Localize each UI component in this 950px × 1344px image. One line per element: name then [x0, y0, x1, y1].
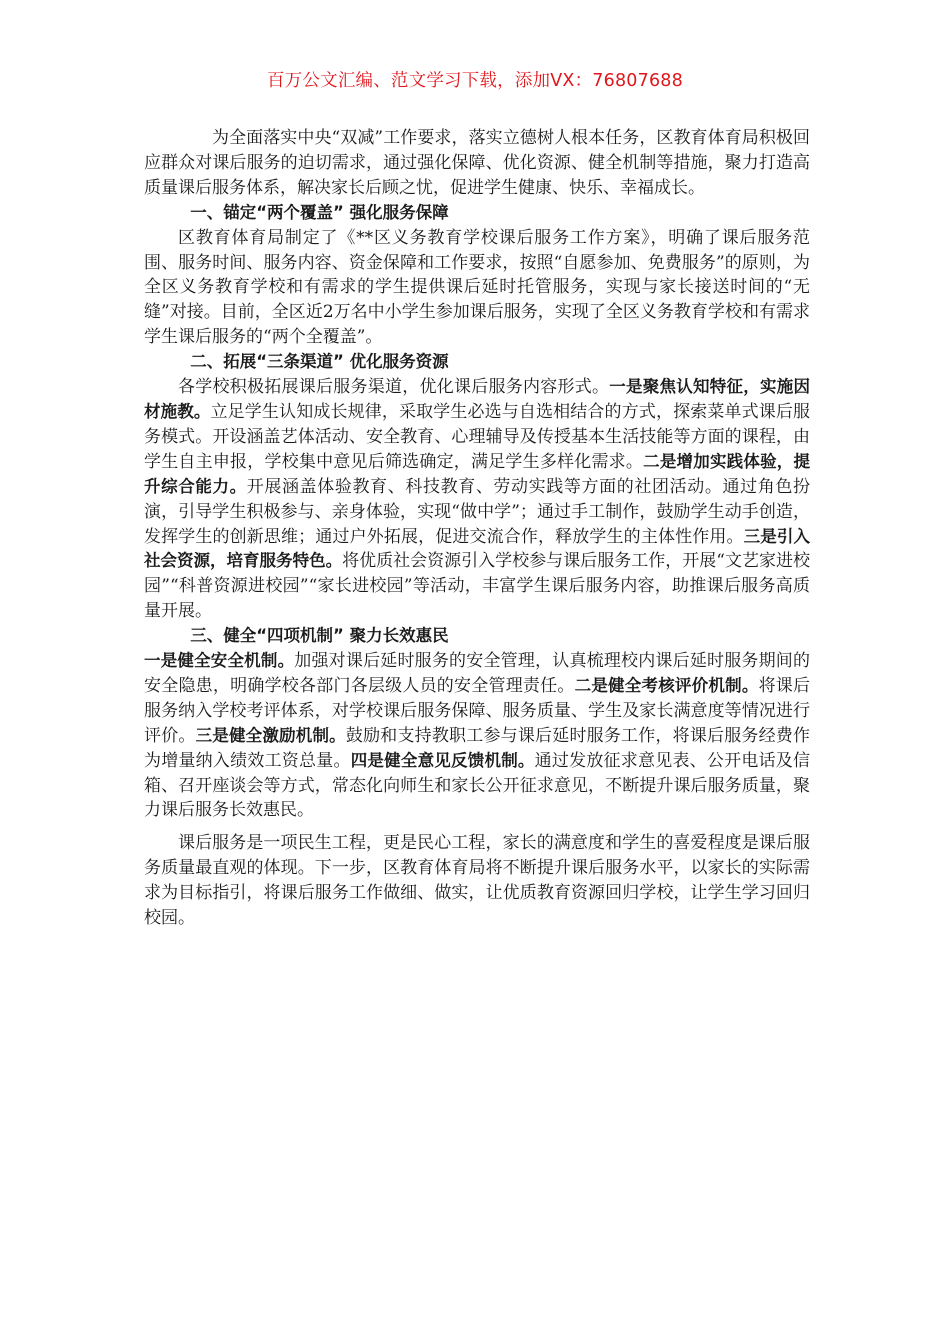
section-heading-1: 一、锚定“两个覆盖” 强化服务保障: [190, 202, 449, 222]
section-heading-2: 二、拓展“三条渠道” 优化服务资源: [190, 352, 449, 372]
header-banner: 百万公文汇编、范文学习下载，添加VX：76807688: [267, 71, 683, 91]
section-2-point-2-title: 二是增加实践体验，提升综合能力。: [144, 451, 811, 496]
section-3-point-4-title: 四是健全意见反馈机制。: [350, 750, 535, 770]
section-1-paragraph: 区教育体育局制定了《**区义务教育学校课后服务工作方案》，明确了课后服务范围、服务时间、服务内容、资金保障和工作要求，按照“自愿参加、免费服务”的原则，为全区义务教育学校和有需求的学生提供课后延时托管服务，实现与家长接送时间的“无缝”对接。目前，全区近2万名中小学生参加课后服务，实现了全区义务教育学校和有需求学生课后服务的“两个全覆盖”。: [144, 227, 810, 348]
intro-paragraph: 为全面落实中央“双减”工作要求，落实立德树人根本任务，区教育体育局积极回应群众对课后服务的迫切需求，通过强化保障、优化资源、健全机制等措施，聚力打造高质量课后服务体系，解决家长后顾之忧，促进学生健康、快乐、幸福成长。: [144, 128, 810, 198]
section-3-point-2-text: 将课后服务纳入学校考评体系，对学校课后服务保障、服务质量、学生及家长满意度等情况进行评价。: [144, 675, 811, 746]
section-3-point-1-title: 一是健全安全机制。: [144, 651, 295, 671]
section-2-paragraph: [144, 375, 810, 624]
section-2-point-1-title: 一是聚焦认知特征，实施因材施教。: [144, 377, 810, 421]
section-3-point-4-text: 通过发放征求意见表、公开电话及信箱、召开座谈会等方式，常态化向师生和家长公开征求意见，不断提升课后服务质量，聚力课后服务长效惠民。: [144, 750, 811, 821]
section-2-point-2-text: 开展涵盖体验教育、科技教育、劳动实践等方面的社团活动。通过角色扮演，引导学生积极参与、亲身体验，实现“做中学”；通过手工制作，鼓励学生动手创造，发挥学生的创新思维；通过户外拓展，促进交流合作，释放学生的主体性作用。: [144, 476, 811, 547]
section-3-point-1-text: 加强对课后延时服务的安全管理，认真梳理校内课后延时服务期间的安全隐患，明确学校各部门各层级人员的安全管理责任。: [144, 651, 811, 696]
section-2-point-3-text: 将优质社会资源引入学校参与课后服务工作，开展“文艺家进校园”“科普资源进校园”“家长进校园”等活动，丰富学生课后服务内容，助推课后服务高质量开展。: [144, 551, 810, 622]
section-3-point-2-title: 二是健全考核评价机制。: [574, 675, 759, 695]
section-heading-3: 三、健全“四项机制” 聚力长效惠民: [190, 626, 449, 646]
article-body: [144, 126, 810, 931]
section-2-point-3-title: 三是引入社会资源，培育服务特色。: [144, 526, 811, 571]
conclusion-paragraph: 课后服务是一项民生工程，更是民心工程，家长的满意度和学生的喜爱程度是课后服务质量最直观的体现。下一步，区教育体育局将不断提升课后服务水平，以家长的实际需求为目标指引，将课后服务工作做细、做实，让优质教育资源回归学校，让学生学习回归校园。: [144, 833, 810, 929]
section-2-lead: 各学校积极拓展课后服务渠道，优化课后服务内容形式。: [178, 377, 610, 398]
section-3-point-3-text: 鼓励和支持教职工参与课后延时服务工作，将课后服务经费作为增量纳入绩效工资总量。: [144, 725, 811, 771]
section-2-point-1-text: 立足学生认知成长规律，采取学生必选与自选相结合的方式，探索菜单式课后服务模式。开设涵盖艺体活动、安全教育、心理辅导及传授基本生活技能等方面的课程，由学生自主申报，学校集中意见后筛选确定，满足学生多样化需求。: [144, 401, 811, 472]
section-3-paragraph: [144, 649, 810, 823]
section-3-point-3-title: 三是健全激励机制。: [195, 725, 346, 745]
